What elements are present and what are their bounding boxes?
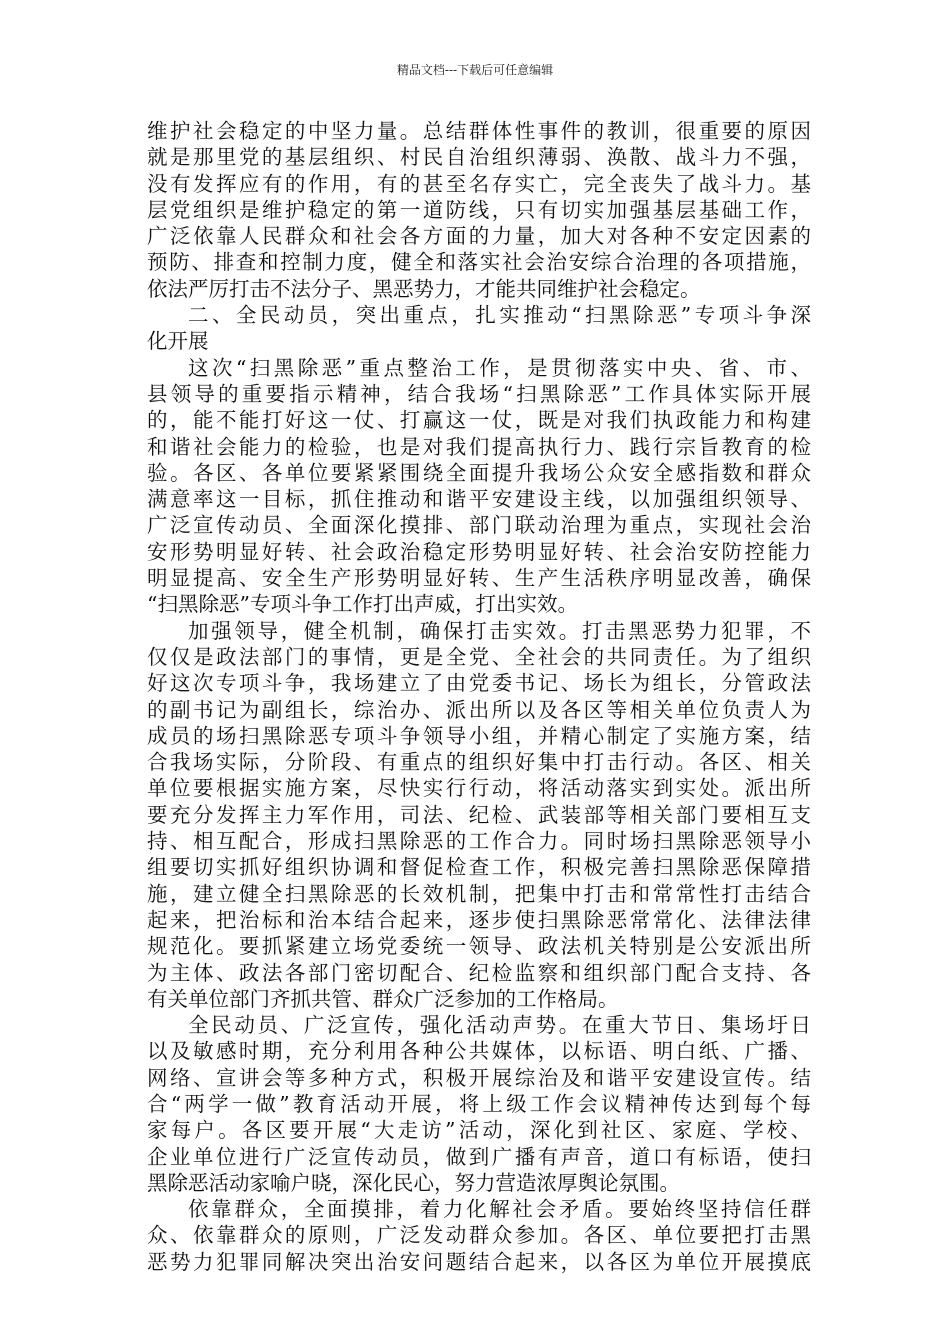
page-header: 精品文档---下载后可任意编辑 [396,63,554,77]
text-line: 县领导的重要指示精神，结合我场“扫黑除恶”工作具体实际开展 [147,381,811,406]
text-line: 持、相互配合，形成扫黑除恶的工作合力。同时场扫黑除恶领导小 [147,829,811,854]
text-line: 二、全民动员，突出重点，扎实推动“扫黑除恶”专项斗争深 [188,303,811,328]
text-line: 合“两学一做”教育活动开展，将上级工作会议精神传达到每个每 [147,1091,811,1116]
text-line: 全民动员、广泛宣传，强化活动声势。在重大节日、集场圩日 [188,1013,811,1038]
text-line: 单位要根据实施方案，尽快实行行动，将活动落实到实处。派出所 [147,776,811,801]
text-line: 依靠群众，全面摸排，着力化解社会矛盾。要始终坚持信任群 [188,1197,811,1222]
document-body [147,118,811,1275]
text-line: 恶势力犯罪同解决突出治安问题结合起来，以各区为单位开展摸底 [147,1249,811,1274]
text-line: 组要切实抓好组织协调和督促检查工作，积极完善扫黑除恶保障措 [147,855,811,880]
text-line: 合我场实际，分阶段、有重点的组织好集中打击行动。各区、相关 [147,750,811,775]
text-line: 广泛依靠人民群众和社会各方面的力量，加大对各种不安定因素的 [147,224,811,249]
text-line: 仅仅是政法部门的事情，更是全党、全社会的共同责任。为了组织 [147,644,811,669]
text-line: 广泛宣传动员、全面深化摸排、部门联动治理为重点，实现社会治 [147,513,811,538]
text-line: 规范化。要抓紧建立场党委统一领导、政法机关特别是公安派出所 [147,934,811,959]
text-line: 化开展 [147,329,209,354]
text-line: 维护社会稳定的中坚力量。总结群体性事件的教训，很重要的原因 [147,119,811,143]
text-line: 企业单位进行广泛宣传动员，做到广播有声音，道口有标语，使扫 [147,1144,811,1169]
text-line: 加强领导，健全机制，确保打击实效。打击黑恶势力犯罪，不 [188,618,811,643]
text-line: 要充分发挥主力军作用，司法、纪检、武装部等相关部门要相互支 [147,802,811,827]
text-line: 这次“扫黑除恶”重点整治工作，是贯彻落实中央、省、市、 [188,355,811,380]
text-line: 有关单位部门齐抓共管、群众广泛参加的工作格局。 [147,986,619,1011]
text-line: 施，建立健全扫黑除恶的长效机制，把集中打击和常常性打击结合 [147,881,811,906]
text-line: 层党组织是维护稳定的第一道防线，只有切实加强基层基础工作， [147,197,811,222]
text-line: 满意率这一目标，抓住推动和谐平安建设主线，以加强组织领导、 [147,487,811,512]
text-line: 的副书记为副组长，综治办、派出所以及各区等相关单位负责人为 [147,697,811,722]
text-line: 家每户。各区要开展“大走访”活动，深化到社区、家庭、学校、 [147,1118,811,1143]
text-line: 众、依靠群众的原则，广泛发动群众参加。各区、单位要把打击黑 [147,1223,811,1248]
text-line: 预防、排查和控制力度，健全和落实社会治安综合治理的各项措施， [147,250,811,275]
text-line: 验。各区、各单位要紧紧围绕全面提升我场公众安全感指数和群众 [147,460,811,485]
text-line: “扫黑除恶”专项斗争工作打出声威，打出实效。 [147,592,578,617]
text-line: 成员的场扫黑除恶专项斗争领导小组，并精心制定了实施方案，结 [147,723,811,748]
text-line: 和谐社会能力的检验，也是对我们提高执行力、践行宗旨教育的检 [147,434,811,459]
text-line: 明显提高、安全生产形势明显好转、生产生活秩序明显改善，确保 [147,566,811,591]
text-line: 以及敏感时期，充分利用各种公共媒体，以标语、明白纸、广播、 [147,1039,811,1064]
text-line: 的，能不能打好这一仗、打赢这一仗，既是对我们执政能力和构建 [147,408,811,433]
text-line: 安形势明显好转、社会政治稳定形势明显好转、社会治安防控能力 [147,539,811,564]
text-line: 好这次专项斗争，我场建立了由党委书记、场长为组长，分管政法 [147,671,811,696]
text-line: 起来，把治标和治本结合起来，逐步使扫黑除恶常常化、法律法律 [147,907,811,932]
text-line: 网络、宣讲会等多种方式，积极开展综治及和谐平安建设宣传。结 [147,1065,811,1090]
text-line: 没有发挥应有的作用，有的甚至名存实亡，完全丧失了战斗力。基 [147,171,811,196]
text-line: 为主体、政法各部门密切配合、纪检监察和组织部门配合支持、各 [147,960,811,985]
text-line: 黑除恶活动家喻户晓，深化民心，努力营造浓厚舆论氛围。 [147,1170,680,1195]
text-line: 依法严厉打击不法分子、黑恶势力，才能共同维护社会稳定。 [147,276,701,301]
text-line: 就是那里党的基层组织、村民自治组织薄弱、涣散、战斗力不强， [147,145,811,170]
